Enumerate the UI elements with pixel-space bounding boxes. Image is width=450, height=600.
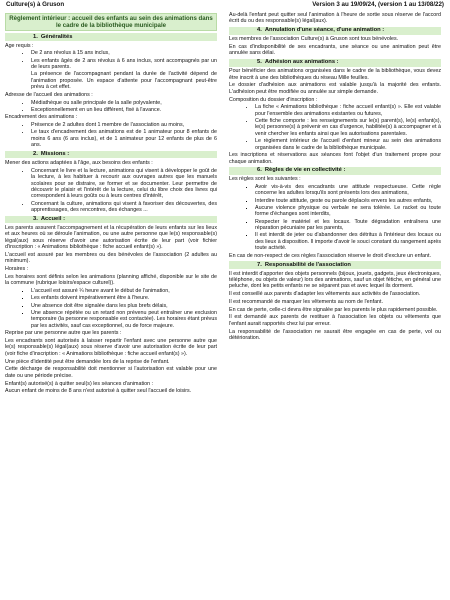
right-column [229,12,441,343]
list-item: • Le règlement intérieur de l'accueil d'enfant mineur au sein des animations organisées dans le cadre de la bibliothèque municipale. [255,138,441,151]
missions-list [5,168,217,214]
list-item: ▪ L'accueil est assuré ¼ heure avant le début de l'animation, [31,288,217,294]
list-item: • Médiathèque ou salle principale de la salle polyvalente, [31,100,217,106]
section-4-heading [229,27,441,35]
age-label: Age requis : [5,42,34,49]
list-item: • Cette fiche comporte : les renseignements sur le(s) parent(s), le(s) enfant(s), le(s) personne(s) à prévenir en cas d'urgence, habilitée(s) à accompagner et à venir chercher les enfants ainsi que les autorisations parentales. [255,118,441,137]
list-item: • De 2 ans révolus à 15 ans inclus, [31,50,217,56]
section-title: Missions : [40,151,70,158]
composition-label: Composition du dossier d'inscription : [229,96,318,103]
header-version: Version 3 au 19/09/24, (version 1 au 13/08/22) [312,1,444,8]
paragraph: Les horaires sont définis selon les animations (planning affiché, disponible sur le site de la commune (rubrique loisirs/espace culturel)). [5,273,217,287]
composition-list [229,104,441,151]
paragraph: Au-delà l'enfant peut quitter seul l'animation à l'heure de sortie sous réserve de l'accord écrit du ou des responsable(s) légal(aux). [229,12,441,25]
age-list [5,50,217,90]
section-title: Accueil : [40,216,66,223]
section-5-heading [229,59,441,67]
list-item: ▪ Respecter le matériel et les locaux. Toute dégradation entraînera une réparation pécuniaire par les parents, [255,219,441,232]
section-title: Règles de vie en collectivité : [264,167,346,174]
list-item: ▪ Aucune violence physique ou verbale ne sera tolérée. Le racket ou toute forme d'échanges sont interdits, [255,205,441,218]
section-3-heading [5,216,217,224]
supervision-label: Encadrement des animations : [5,114,78,121]
list-item: ▪ Interdire toute attitude, geste ou parole déplacés envers les autres enfants, [255,198,441,204]
section-number: 7. [257,261,262,268]
list-item: ▪ Une absence répétée ou un retard non prévenu peut entraîner une exclusion temporaire (la personne responsable est contactée). Les horaires étant prévus par les activités, sauf cas exceptionnel, ou de force majeure. [31,310,217,329]
address-list [5,100,217,114]
list-item: • Les enfants âgés de 2 ans révolus à 6 ans inclus, sont accompagnés par un de leurs parents. [31,58,217,71]
section-7-heading [229,261,441,269]
pickup-label: Reprise par une personne autre que les parents : [5,330,122,337]
list-item: ▪ Les enfants doivent impérativement être à l'heure. [31,295,217,301]
list-item: • Présence de 2 adultes dont 1 membre de l'association au moins, [31,122,217,128]
paragraph: Les membres de l'association Culture(s) à Gruson sont tous bénévoles. [229,36,399,43]
paragraph: Cette décharge de responsabilité doit mentionner si l'autorisation est valable pour une date ou une période précise. [5,366,217,379]
supervision-list [5,122,217,149]
hours-list [5,288,217,329]
list-item: ▪ Une absence doit être signalée dans les plus brefs délais, [31,303,217,309]
paragraph: Le dossier d'adhésion aux animations est valable jusqu'à la majorité des enfants. L'adhésion peut être modifiée ou annulée sur simple demande. [229,82,441,95]
section-title: Annulation d'une séance, d'une animation : [264,27,385,34]
paragraph: Il est demandé aux parents de restituer à l'association les objets ou vêtements que l'enfant aurait rapportés chez lui par erreur. [229,314,441,327]
section-number: 5. [257,59,262,66]
left-column [5,12,217,396]
section-number: 3. [33,216,38,223]
paragraph: Aucun enfant de moins de 8 ans n'est autorisé à quitter seul l'accueil de loisirs. [5,388,192,395]
paragraph: En cas de perte, celle-ci devra être signalée par les parents le plus rapidement possible. [229,306,438,313]
paragraph: En cas d'indisponibilité de ses encadrants, une séance ou une animation peut être annulée sans délai. [229,43,441,57]
list-item: • Concernant la culture, animations qui visent à favoriser des découvertes, des apprentissages, des rencontres, des échanges ... [31,201,217,214]
paragraph: Il est conseillé aux parents d'adapter les vêtements aux activités de l'association. [229,291,421,298]
paragraph: L'accueil est assuré par les membres ou des bénévoles de l'association (2 adultes au minimum). [5,252,217,265]
list-item: • Exceptionnellement en un lieu différent, fixé à l'avance. [31,107,217,113]
list-item: • Concernant le livre et la lecture, animations qui visent à développer le goût de la lecture, à les habituer à recourir aux ouvrages autres que les manuels scolaires pour se distraire, se former et se documenter. Leur permettre de découvrir le plaisir et l'intérêt de la lecture, celui du libre choix des livres qui correspondent à leurs goûts ou à leurs centres d'intérêt, [31,168,217,200]
page-header [6,1,444,11]
section-1-heading [5,33,217,41]
paragraph: Une pièce d'identité peut être demandée lors de la reprise de l'enfant. [5,358,170,365]
section-number: 6. [257,167,262,174]
section-6-heading [229,167,441,175]
list-item: • Le taux d'encadrement des animations est de 1 animateur pour 8 enfants de moins 6 ans (6 ans inclus), et de 1 animateur pour 12 enfants de plus de 6 ans. [31,129,217,148]
leave-alone-label: Enfant(s) autorisé(s) à quitter seul(s) les séances d'animation : [5,380,154,387]
section-number: 1. [33,33,38,40]
missions-intro: Mener des actions adaptées à l'âge, aux besoins des enfants : [5,159,153,166]
paragraph: Les parents assurent l'accompagnement et la récupération de leurs enfants sur les lieux et aux heures où se déroule l'animation, ou une autre personne que le(s) responsable(s) légal(aux) sous réserve d'avoir une autorisation écrite de leur part (voir fichier d'inscription : « Animations bibliothèque : fiche accueil enfant(s) »). [5,224,217,251]
section-title: Responsabilité de l'association [264,261,351,268]
paragraph: En cas de non-respect de ces règles l'association réserve le droit d'exclure un enfant. [229,252,431,259]
paragraph: Les inscriptions et réservations aux séances font l'objet d'un traitement propre pour chaque animation. [229,152,441,165]
header-org: Culture(s) à Gruson [6,1,65,8]
list-item: ▪ Avoir vis-à-vis des encadrants une attitude respectueuse. Cette règle concerne les adultes lorsqu'ils sont présents lors des animations, [255,184,441,197]
paragraph: Les règles sont les suivantes : [229,176,301,183]
rules-list [229,184,441,252]
section-number: 2. [33,151,38,158]
section-number: 4. [257,27,262,34]
paragraph: Pour bénéficier des animations organisées dans le cadre de la bibliothèque, vous devez être inscrit à une des bibliothèques du réseau Mille feuilles. [229,68,441,81]
list-item: La présence de l'accompagnant pendant la durée de l'activité dépend de l'animation proposée. Un espace d'attente pour l'accompagnant peut-être prévu à cet effet. [31,71,217,91]
section-title: Généralités [40,33,73,40]
section-title: Adhésion aux animations : [264,59,339,66]
paragraph: Les encadrants sont autorisés à laisser repartir l'enfant avec une personne autre que le(s) responsable(s) légal(aux) sous réserve d'avoir une autorisation écrite de leur part (voir fiche d'inscription : « Animations bibliothèque : fiche accueil enfant(s) »). [5,338,217,357]
paragraph: La responsabilité de l'association ne saurait être engagée en cas de perte, vol ou détérioration. [229,328,441,342]
paragraph: Il est recommandé de marquer les vêtements au nom de l'enfant. [229,298,383,305]
address-label: Adresse de l'accueil des animations : [5,91,93,98]
section-2-heading [5,151,217,159]
list-item: • La fiche « Animations bibliothèque : fiche accueil enfant(s) ». Elle est valable pour l'ensemble des animations existantes ou futures, [255,104,441,117]
paragraph: Il est interdit d'apporter des objets personnels (bijoux, jouets, gadgets, jeux électroniques, téléphone, ou objets de valeur) lors des animations, sauf un objet fétiche, en général une peluche, dont les petits enfants ne se séparent pas et avec lequel ils dorment. [229,270,441,290]
list-item: ▪ Il est interdit de jeter ou d'abandonner des détritus à l'intérieur des locaux ou des lieux à disposition. Il importe d'avoir le souci constant du rangement après toute activité. [255,232,441,251]
hours-label: Horaires : [5,266,29,273]
document-title: Règlement intérieur : accueil des enfants au sein des animations dans le cadre de la bibliothèque municipale [5,13,217,31]
